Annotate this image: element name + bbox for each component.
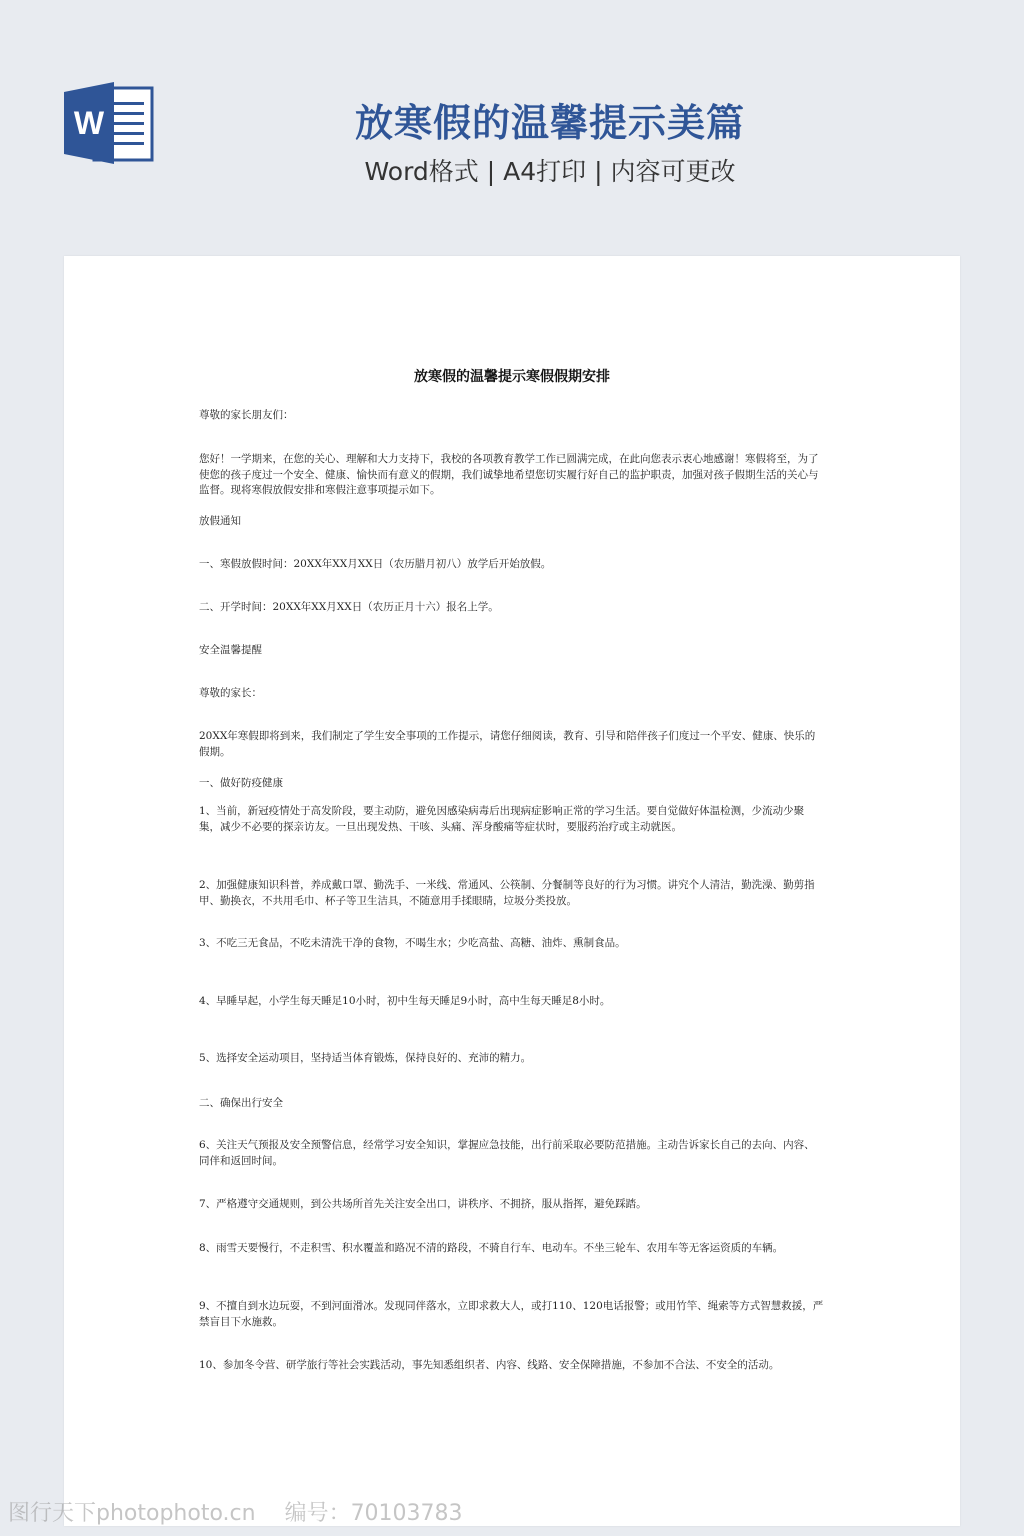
paragraph: 二、开学时间：20XX年XX月XX日（农历正月十六）报名上学。 bbox=[199, 601, 499, 613]
paragraph: 放假通知 bbox=[199, 515, 241, 527]
paragraph: 一、寒假放假时间：20XX年XX月XX日（农历腊月初八）放学后开始放假。 bbox=[199, 558, 552, 570]
paragraph: 一、做好防疫健康 bbox=[199, 777, 283, 789]
paragraph: 您好！一学期来，在您的关心、理解和大力支持下，我校的各项教育教学工作已圆满完成，在此向您表示衷心地感谢！寒假将至，为了使您的孩子度过一个安全、健康、愉快而有意义的假期，我们诚挚地希望您切实履行好自己的监护职责，加强对孩子假期生活的关心与监督。现将寒假放假安排和寒假注意事项提示如下。 bbox=[199, 453, 819, 496]
watermark-number: 编号：70103783 bbox=[284, 1501, 463, 1526]
word-document-icon bbox=[64, 82, 156, 164]
watermark bbox=[8, 1496, 485, 1527]
paragraph: 3、不吃三无食品，不吃未清洗干净的食物，不喝生水；少吃高盐、高糖、油炸、熏制食品。 bbox=[199, 937, 626, 949]
document-title: 放寒假的温馨提示寒假假期安排 bbox=[414, 369, 610, 385]
page-subtitle: Word格式 | A4打印 | 内容可更改 bbox=[364, 157, 736, 186]
paragraph: 2、加强健康知识科普，养成戴口罩、勤洗手、一米线、常通风、公筷制、分餐制等良好的行为习惯。讲究个人清洁，勤洗澡、勤剪指甲、勤换衣，不共用毛巾、杯子等卫生洁具，不随意用手揉眼睛，垃圾分类投放。 bbox=[199, 879, 815, 907]
paragraph: 7、严格遵守交通规则，到公共场所首先关注安全出口，讲秩序、不拥挤，服从指挥，避免踩踏。 bbox=[199, 1198, 647, 1210]
page-title: 放寒假的温馨提示美篇 bbox=[354, 101, 745, 145]
paragraph: 安全温馨提醒 bbox=[199, 644, 262, 656]
paragraph: 尊敬的家长： bbox=[199, 687, 262, 699]
paragraph: 尊敬的家长朋友们： bbox=[199, 409, 294, 421]
paragraph: 6、关注天气预报及安全预警信息，经常学习安全知识，掌握应急技能，出行前采取必要防范措施。主动告诉家长自己的去向、内容、同伴和返回时间。 bbox=[199, 1139, 815, 1167]
paragraph: 1、当前，新冠疫情处于高发阶段，要主动防，避免因感染病毒后出现病症影响正常的学习生活。要自觉做好体温检测，少流动少聚集，减少不必要的探亲访友。一旦出现发热、干咳、头痛、浑身酸痛等症状时，要服药治疗或主动就医。 bbox=[199, 805, 805, 833]
paragraph: 8、雨雪天要慢行，不走积雪、积水覆盖和路况不清的路段，不骑自行车、电动车。不坐三轮车、农用车等无客运资质的车辆。 bbox=[199, 1242, 784, 1254]
logo-letter: W bbox=[73, 105, 105, 141]
paragraph: 二、确保出行安全 bbox=[199, 1097, 283, 1109]
watermark-site: 图行天下photophoto.cn bbox=[8, 1501, 256, 1526]
paragraph: 20XX年寒假即将到来，我们制定了学生安全事项的工作提示，请您仔细阅读，教育、引导和陪伴孩子们度过一个平安、健康、快乐的假期。 bbox=[199, 730, 816, 758]
paragraph: 10、参加冬令营、研学旅行等社会实践活动，事先知悉组织者、内容、线路、安全保障措施，不参加不合法、不安全的活动。 bbox=[199, 1359, 780, 1371]
paragraph: 9、不擅自到水边玩耍，不到河面滑冰。发现同伴落水，立即求救大人，或打110、120电话报警；或用竹竿、绳索等方式智慧救援，严禁盲目下水施救。 bbox=[199, 1300, 824, 1328]
document-page bbox=[64, 256, 960, 1526]
paragraph: 4、早睡早起，小学生每天睡足10小时，初中生每天睡足9小时，高中生每天睡足8小时。 bbox=[199, 995, 611, 1007]
page-header bbox=[0, 0, 1024, 256]
paragraph: 5、选择安全运动项目，坚持适当体育锻炼，保持良好的、充沛的精力。 bbox=[199, 1052, 532, 1064]
